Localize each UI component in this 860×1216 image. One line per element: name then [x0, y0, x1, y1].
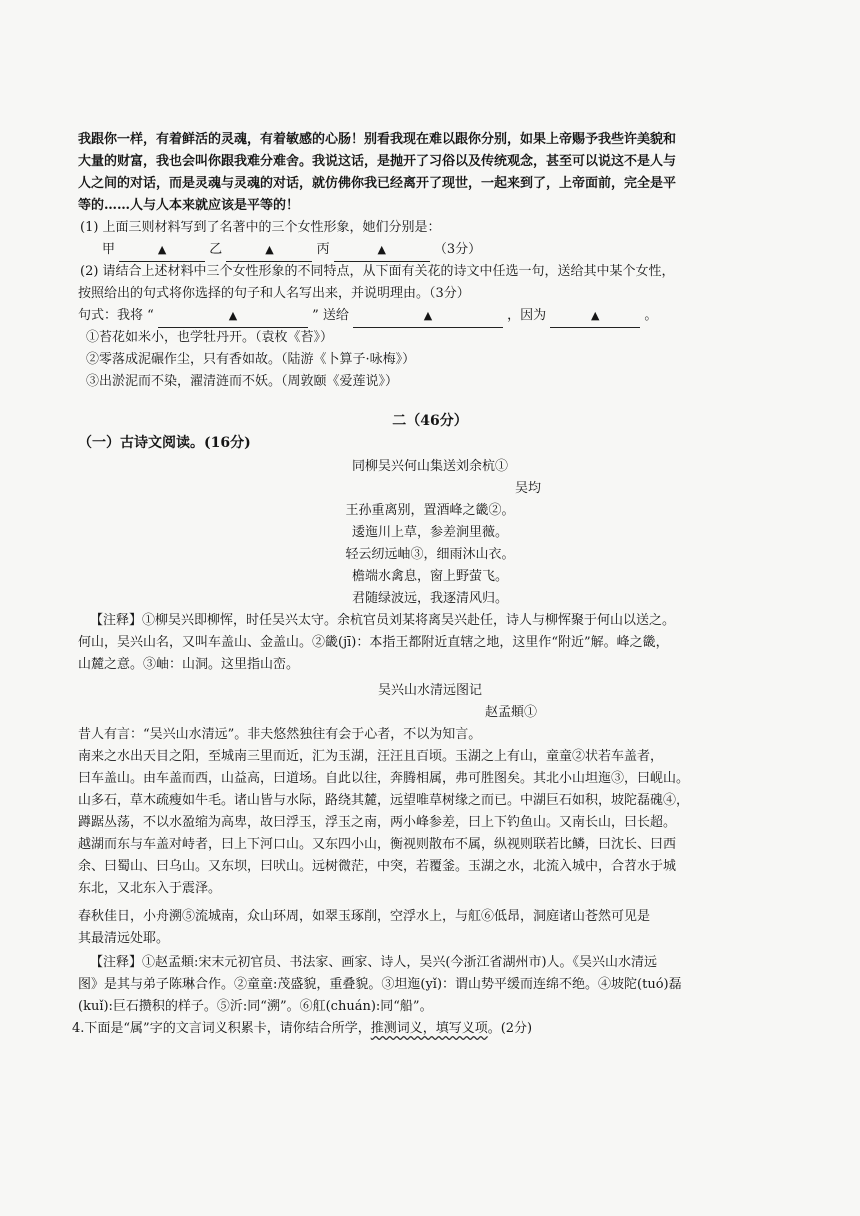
pattern-end: 。	[644, 308, 658, 323]
pattern-mid: ，因为	[507, 308, 547, 323]
triangle-icon: ▲	[157, 243, 167, 256]
option-item: ①苔花如米小，也学牡丹开。（袁枚《苔》）	[86, 330, 334, 345]
pattern-mid: ” 送给	[312, 308, 349, 323]
essay-author: 赵孟頫①	[485, 705, 538, 720]
essay-line: 春秋佳日，小舟溯⑤流城南，众山环周，如翠玉琢削，空浮水上，与舡⑥低昂，洞庭诸山苍然可见是	[78, 909, 651, 924]
passage-line: 大量的财富，我也会叫你跟我难分难舍。我说这话，是抛开了习俗以及传统观念，甚至可以说这不是人与	[78, 154, 677, 169]
triangle-icon: ▲	[265, 243, 274, 256]
triangle-icon: ▲	[423, 309, 433, 322]
essay-line: 南来之水出天目之阳，至城南三里而近，汇为玉湖，汪汪且百顷。玉湖之上有山，童童②状若车盖者，	[78, 749, 664, 764]
label-bing: 丙	[316, 242, 330, 257]
poem-note: 山麓之意。③岫：山洞。这里指山峦。	[78, 657, 300, 672]
question-4-emphasis: 推测词义，填写义项	[370, 1021, 488, 1036]
question-1-prompt: (1) 上面三则材料写到了名著中的三个女性形象，她们分别是：	[80, 220, 441, 235]
reason-blank[interactable]	[550, 305, 640, 328]
poem-author: 吴均	[515, 481, 542, 496]
question-2-line: (2) 请结合上述材料中三个女性形象的不同特点，从下面有关花的诗文中任选一句，送给其中某个女性，	[80, 264, 675, 279]
essay-title: 吴兴山水清远图记	[377, 683, 482, 698]
essay-line: 昔人有言：“吴兴山水清远”。非夫悠然独往有会于心者，不以为知言。	[78, 727, 482, 742]
option-item: ③出淤泥而不染，濯清涟而不妖。（周敦颐《爱莲说》）	[86, 374, 399, 389]
poem-line: 君随绿波远，我逐清风归。	[351, 591, 508, 606]
poem-title: 同柳吴兴何山集送刘余杭①	[351, 459, 508, 474]
poem-line: 檐端水禽息，窗上野萤飞。	[351, 569, 508, 584]
poem-note: 何山，吴兴山名，又叫车盖山、金盖山。②畿(jī)：本指王都附近直辖之地，这里作“附近”解。峰之畿，	[78, 635, 669, 650]
triangle-icon: ▲	[228, 309, 238, 322]
label-jia: 甲	[102, 242, 116, 257]
poem-line-blank[interactable]	[158, 305, 308, 328]
essay-note: 图》是其与弟子陈琳合作。②童童:茂盛貌，重叠貌。③坦迤(yǐ)：谓山势平缓而连绵不绝。④坡陀(tuó)磊	[78, 977, 682, 992]
question-1-blanks	[102, 239, 481, 262]
essay-line: 曰车盖山。由车盖而西，山益高，曰道场。自此以往，奔腾相属，弗可胜图矣。其北小山坦迤③，曰岘山。	[78, 771, 690, 786]
essay-line: 其最清远处耶。	[78, 931, 170, 946]
label-yi: 乙	[209, 242, 223, 257]
sentence-pattern	[78, 305, 657, 328]
poem-line: 轻云纫远岫③，细雨沐山衣。	[345, 547, 515, 562]
poem-line: 王孙重离别，置酒峰之畿②。	[345, 503, 515, 518]
triangle-icon: ▲	[377, 243, 386, 256]
essay-line: 蹲踞丛荡，不以水盈缩为高卑，故曰浮玉，浮玉之南，两小峰参差，曰上下钓鱼山。又南长山，曰长超。	[78, 815, 677, 830]
answer-blank-bing[interactable]	[334, 239, 430, 262]
essay-line: 越湖而东与车盖对峙者，曰上下河口山。又东四小山，衡视则散布不属，纵视则联若比鳞，曰沈长、曰西	[78, 837, 677, 852]
person-name-blank[interactable]	[353, 305, 503, 328]
essay-note: (kuǐ):巨石攒积的样子。⑤沂:同“溯”。⑥舡(chuán):同“船”。	[78, 999, 433, 1014]
section-title: 二（46分）	[392, 413, 468, 429]
question-4	[72, 1018, 532, 1040]
question-4-prefix: 4.下面是“属”字的文言词义积累卡，请你结合所学，	[72, 1021, 371, 1036]
subsection-title: （一）古诗文阅读。(16分)	[78, 435, 251, 451]
option-item: ②零落成泥碾作尘，只有香如故。（陆游《卜算子·咏梅》）	[86, 352, 416, 367]
question-2-line: 按照给出的句式将你选择的句子和人名写出来，并说明理由。（3分）	[78, 286, 470, 301]
passage-line: 人之间的对话，而是灵魂与灵魂的对话，就仿佛你我已经离开了现世，一起来到了，上帝面前，完全是平	[78, 176, 677, 191]
question-4-suffix: 。(2分)	[487, 1021, 533, 1036]
passage-line: 我跟你一样，有着鲜活的灵魂，有着敏感的心肠！别看我现在难以跟你分别，如果上帝赐予我些许美貌和	[78, 132, 677, 147]
triangle-icon: ▲	[591, 309, 600, 322]
answer-blank-jia[interactable]	[119, 239, 205, 262]
answer-blank-yi[interactable]	[226, 239, 312, 262]
essay-line: 山多石，草木疏瘦如牛毛。诸山皆与水际，路绕其麓，远望唯草树缘之而已。中湖巨石如积，坡陀磊磈④，	[78, 793, 690, 808]
question-1-score: （3分）	[433, 242, 482, 257]
essay-line: 东北，又北东入于震泽。	[78, 881, 222, 896]
pattern-prefix: 句式：我将 “	[78, 308, 154, 323]
passage-line: 等的……人与人本来就应该是平等的！	[78, 198, 300, 213]
poem-note: 【注释】①柳吴兴即柳恽，时任吴兴太守。余杭官员刘某将离吴兴赴任，诗人与柳恽聚于何山以送之。	[90, 613, 676, 628]
essay-note: 【注释】①赵孟頫:宋末元初官员、书法家、画家、诗人，吴兴(今浙江省湖州市)人。《吴兴山水清远	[90, 955, 658, 970]
poem-line: 逶迤川上草，参差涧里薇。	[351, 525, 508, 540]
essay-line: 余、曰蜀山、曰乌山。又东坝，曰吠山。远树微茫，中突，若覆釜。玉湖之水，北流入城中，合苕水于城	[78, 859, 677, 874]
